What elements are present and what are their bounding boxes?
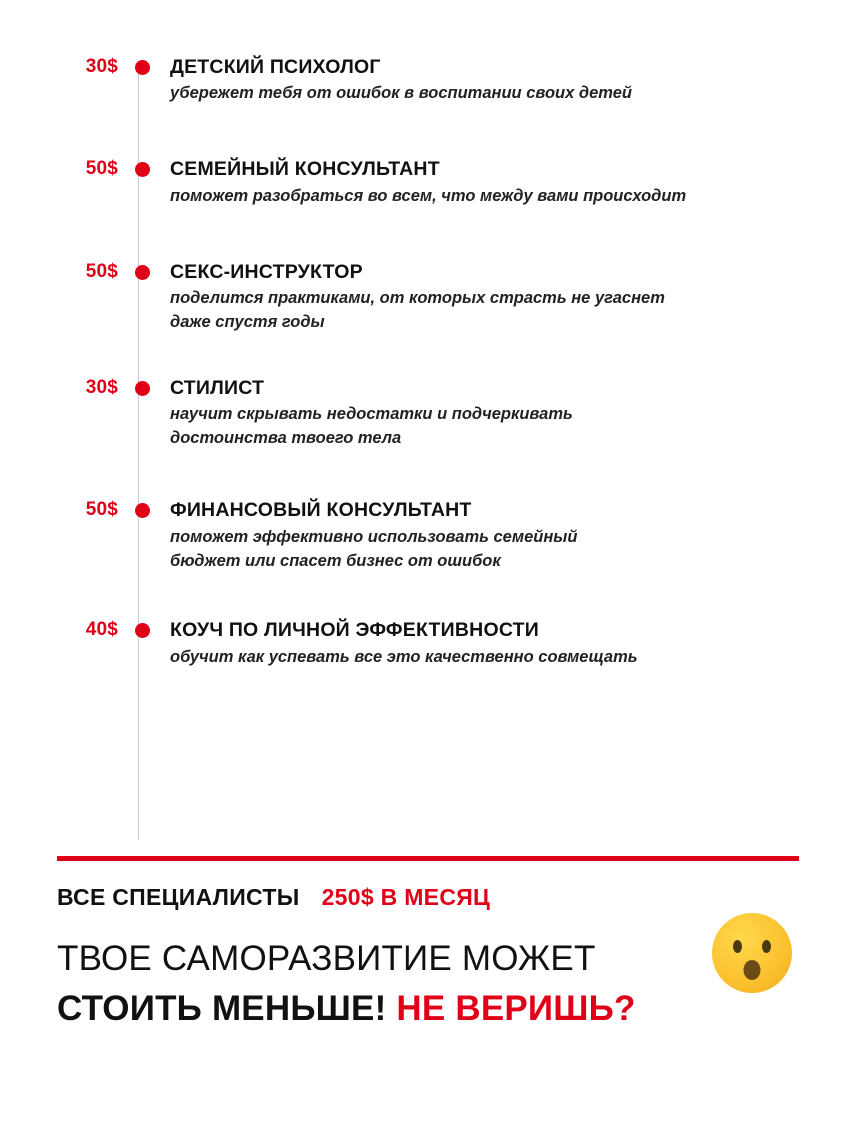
list-item	[0, 158, 856, 208]
headline-block	[57, 937, 816, 1031]
service-description: убережет тебя от ошибок в воспитании своих детей	[170, 84, 632, 103]
service-description: поможет разобраться во всем, что между вами происходит	[170, 186, 687, 205]
service-price: 40$	[85, 619, 118, 641]
service-price: 30$	[85, 376, 118, 398]
dot-icon	[135, 60, 150, 75]
emoji-eye-right	[762, 940, 771, 953]
service-title: ФИНАНСОВЫЙ КОНСУЛЬТАНТ	[170, 499, 472, 522]
service-description: научит скрывать недостатки и подчеркивать достоинства твоего тела	[170, 405, 573, 448]
all-specialists-price: 250$ В МЕСЯЦ	[321, 884, 491, 910]
service-price: 50$	[85, 158, 118, 180]
service-body	[158, 619, 856, 669]
headline-line-2-accent: НЕ ВЕРИШЬ?	[396, 988, 636, 1028]
headline-line-2-main: СТОИТЬ МЕНЬШЕ!	[57, 988, 387, 1028]
service-title: СЕКС-ИНСТРУКТОР	[170, 260, 363, 283]
bullet-marker	[126, 619, 158, 638]
bullet-marker	[126, 261, 158, 280]
service-title: ДЕТСКИЙ ПСИХОЛОГ	[170, 56, 381, 78]
service-title: КОУЧ ПО ЛИЧНОЙ ЭФФЕКТИВНОСТИ	[170, 619, 539, 642]
headline-line-2	[57, 987, 816, 1031]
service-title: СЕМЕЙНЫЙ КОНСУЛЬТАНТ	[170, 158, 440, 181]
service-price: 50$	[85, 499, 118, 521]
bullet-marker	[126, 56, 158, 75]
headline-line-1: ТВОЕ САМОРАЗВИТИЕ МОЖЕТ	[57, 939, 596, 978]
service-body	[158, 499, 856, 573]
bullet-marker	[126, 499, 158, 518]
section-divider	[57, 856, 799, 861]
all-specialists-line	[57, 884, 816, 911]
emoji-face	[712, 913, 792, 993]
service-body	[158, 56, 856, 106]
service-price: 50$	[85, 260, 118, 282]
service-price: 30$	[85, 56, 118, 77]
bullet-marker	[126, 377, 158, 396]
service-body	[158, 261, 856, 335]
service-title: СТИЛИСТ	[170, 376, 265, 399]
dot-icon	[135, 265, 150, 280]
footer-block	[57, 884, 816, 1031]
service-body	[158, 377, 856, 451]
list-item	[0, 619, 856, 669]
list-item	[0, 499, 856, 573]
emoji-mouth	[744, 960, 761, 980]
service-description: поделится практиками, от которых страсть не угаснет даже спустя годы	[170, 289, 665, 332]
list-item	[0, 261, 856, 335]
all-specialists-label: ВСЕ СПЕЦИАЛИСТЫ	[57, 884, 300, 910]
list-item	[0, 56, 856, 106]
bullet-marker	[126, 158, 158, 177]
emoji-eye-left	[733, 940, 742, 953]
service-description: поможет эффективно использовать семейный бюджет или спасет бизнес от ошибок	[170, 527, 578, 570]
dot-icon	[135, 381, 150, 396]
service-body	[158, 158, 856, 208]
dot-icon	[135, 503, 150, 518]
dot-icon	[135, 162, 150, 177]
service-description: обучит как успевать все это качественно совмещать	[170, 647, 638, 666]
open-mouth-face-emoji-icon	[712, 913, 792, 993]
dot-icon	[135, 623, 150, 638]
list-item	[0, 377, 856, 451]
